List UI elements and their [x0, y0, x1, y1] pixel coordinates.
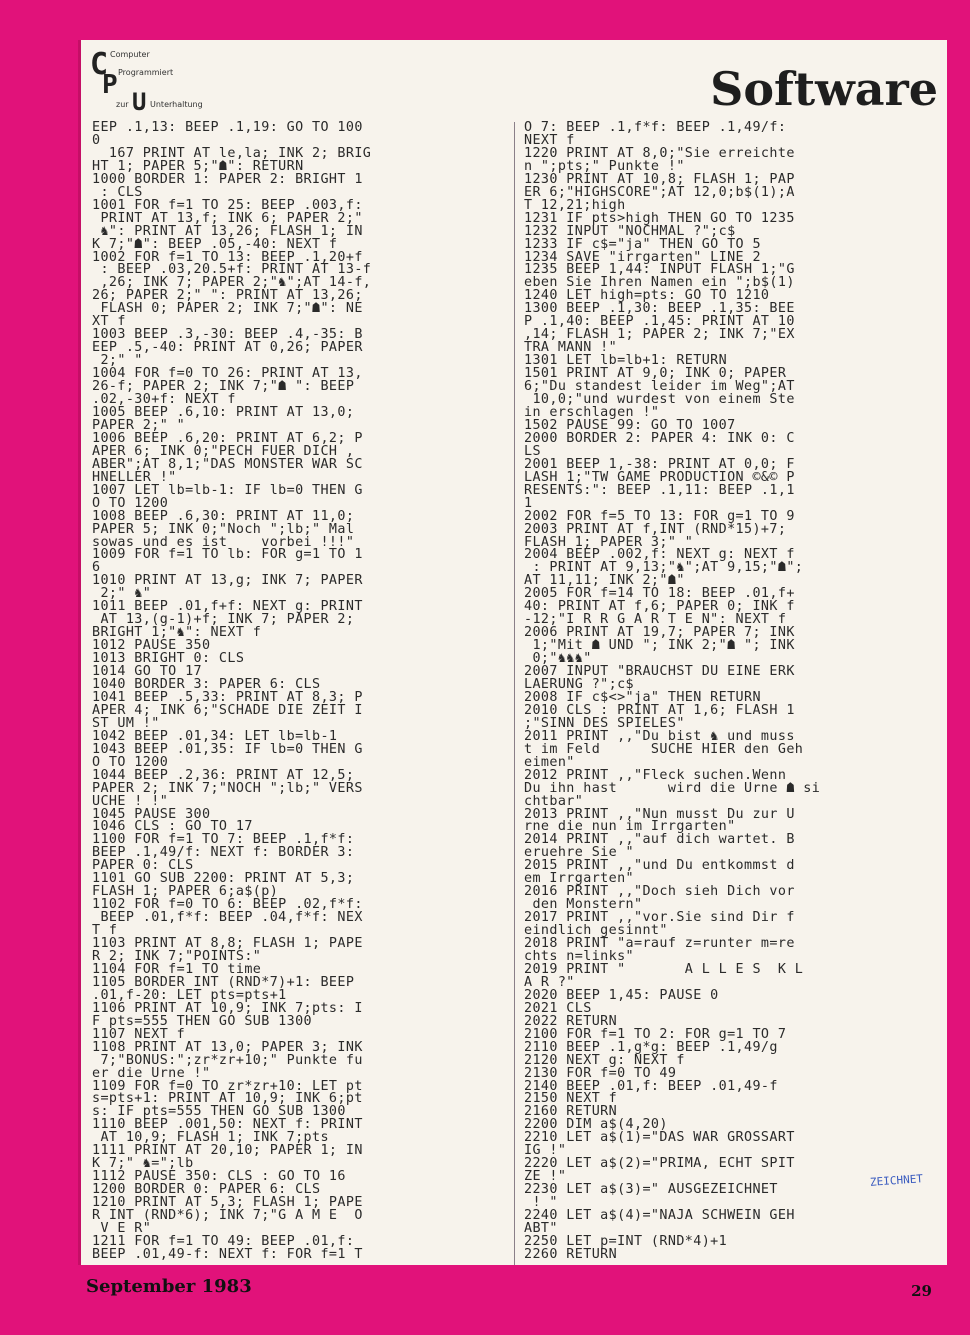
logo-letter-u: U [132, 88, 147, 116]
basic-listing-left-column: EEP .1,13: BEEP .1,19: GO TO 100 0 167 PRINT AT le,la; INK 2; BRIG HT 1; PAPER 5;"☗": RETURN 1000 BORDER 1: PAPER 2: BRIGHT 1 : CLS 1001 FOR f=1 TO 25: BEEP .003,f: PRINT AT 13,f; INK 6; PAPER 2;" ♞": PRINT AT 13,26; FLASH 1; IN K 7;"☗": BEEP .05,-40: NEXT f 1002 FOR f=1 TO 13: BEEP .1,20+f : BEEP .03,20.5+f: PRINT AT 13-f ,26; INK 7; PAPER 2;"♞";AT 14-f, 26; PAPER 2;" ": PRINT AT 13,26; FLASH 0; PAPER 2; INK 7;"☗": NE XT f 1003 BEEP .3,-30: BEEP .4,-35: B EEP .5,-40: PRINT AT 0,26; PAPER 2;" " 1004 FOR f=0 TO 26: PRINT AT 13, 26-f; PAPER 2; INK 7;"☗ ": BEEP .02,-30+f: NEXT f 1005 BEEP .6,10: PRINT AT 13,0; PAPER 2;" " 1006 BEEP .6,20: PRINT AT 6,2; P APER 6; INK 0;"PECH FUER DICH , ABER";AT 8,1;"DAS MONSTER WAR SC HNELLER !" 1007 LET lb=lb-1: IF lb=0 THEN G O TO 1200 1008 BEEP .6,30: PRINT AT 11,0; PAPER 5; INK 0;"Noch ";lb;" Mal sowas und es ist vorbei !!!" 1009 FOR f=1 TO lb: FOR g=1 TO 1 6 1010 PRINT AT 13,g; INK 7; PAPER 2;" ♞" 1011 BEEP .01,f+f: NEXT g: PRINT AT 13,(g-1)+f; INK 7; PAPER 2; BRIGHT 1;"♞": NEXT f 1012 PAUSE 350 1013 BRIGHT 0: CLS 1014 GO TO 17 1040 BORDER 3: PAPER 6: CLS 1041 BEEP .5,33: PRINT AT 8,3; P APER 4; INK 6;"SCHADE DIE ZEIT I ST UM !" 1042 BEEP .01,34: LET lb=lb-1 1043 BEEP .01,35: IF lb=0 THEN G O TO 1200 1044 BEEP .2,36: PRINT AT 12,5; PAPER 2; INK 7;"NOCH ";lb;" VERS UCHE ! !" 1045 PAUSE 300 1046 CLS : GO TO 17 1100 FOR f=1 TO 7: BEEP .1,f*f: BEEP .1,49/f: NEXT f: BORDER 3: PAPER 0: CLS 1101 GO SUB 2200: PRINT AT 5,3; FLASH 1; PAPER 6;a$(p) 1102 FOR f=0 TO 6: BEEP .02,f*f: BEEP .01,f*f: BEEP .04,f*f: NEX T f 1103 PRINT AT 8,8; FLASH 1; PAPE R 2; INK 7;"POINTS:" 1104 FOR f=1 TO time 1105 BORDER INT (RND*7)+1: BEEP .01,f-20: LET pts=pts+1 1106 PRINT AT 10,9; INK 7;pts: I F pts=555 THEN GO SUB 1300 1107 NEXT f 1108 PRINT AT 13,0; PAPER 3; INK 7;"BONUS:";zr*zr+10;" Punkte fu er die Urne !" 1109 FOR f=0 TO zr*zr+10: LET pt s=pts+1: PRINT AT 10,9; INK 6;pt s: IF pts=555 THEN GO SUB 1300 1110 BEEP .001,50: NEXT f: PRINT AT 10,9; FLASH 1; INK 7;pts 1111 PRINT AT 20,10; PAPER 1; IN K 7;" ♞=";lb 1112 PAUSE 350: CLS : GO TO 16 1200 BORDER 0: PAPER 6: CLS 1210 PRINT AT 5,3; FLASH 1; PAPE R INT (RND*6); INK 7;"G A M E O V E R" 1211 FOR f=1 TO 49: BEEP .01,f: BEEP .01,49-f: NEXT f: FOR f=1 T [92, 120, 372, 1262]
page-number: 29 [911, 1282, 932, 1300]
logo-word-zur: zur [116, 100, 129, 109]
logo-word-unterhaltung: Unterhaltung [150, 100, 203, 109]
column-divider [514, 122, 515, 1267]
handwritten-annotation: ZEICHNET [869, 1172, 924, 1189]
logo-word-programmiert: Programmiert [118, 68, 174, 77]
section-title: Software [710, 62, 938, 116]
cpu-logo [88, 44, 218, 118]
logo-word-computer: Computer [110, 50, 150, 59]
logo-letter-p: P [102, 70, 118, 100]
basic-listing-right-column: O 7: BEEP .1,f*f: BEEP .1,49/f: NEXT f 1220 PRINT AT 8,0;"Sie erreichte n ";pts;" Punkte !" 1230 PRINT AT 10,8; FLASH 1; PAP ER 6;"HIGHSCORE";AT 12,0;b$(1);A T 12,21;high 1231 IF pts>high THEN GO TO 1235 1232 INPUT "NOCHMAL ?";c$ 1233 IF c$="ja" THEN GO TO 5 1234 SAVE "irrgarten" LINE 2 1235 BEEP 1,44: INPUT FLASH 1;"G eben Sie Ihren Namen ein ";b$(1) 1240 LET high=pts: GO TO 1210 1300 BEEP .1,30: BEEP .1,35: BEE P .1,40: BEEP .1,45: PRINT AT 10 ,14; FLASH 1; PAPER 2; INK 7;"EX TRA MANN !" 1301 LET lb=lb+1: RETURN 1501 PRINT AT 9,0; INK 0; PAPER 6;"Du standest leider im Weg";AT 10,0;"und wurdest von einem Ste in erschlagen !" 1502 PAUSE 99: GO TO 1007 2000 BORDER 2: PAPER 4: INK 0: C LS 2001 BEEP 1,-38: PRINT AT 0,0; F LASH 1;"TW GAME PRODUCTION ©&© P RESENTS:": BEEP .1,11: BEEP .1,1 1 2002 FOR f=5 TO 13: FOR g=1 TO 9 2003 PRINT AT f,INT (RND*15)+7; FLASH 1; PAPER 3;" " 2004 BEEP .002,f: NEXT g: NEXT f : PRINT AT 9,13;"♞";AT 9,15;"☗"; AT 11,11; INK 2;"☗" 2005 FOR f=14 TO 18: BEEP .01,f+ 40: PRINT AT f,6; PAPER 0; INK f -12;"I R R G A R T E N": NEXT f 2006 PRINT AT 19,7; PAPER 7; INK 1;"Mit ☗ UND "; INK 2;"☗ "; INK 0;"♞♞♞" 2007 INPUT "BRAUCHST DU EINE ERK LAERUNG ?";c$ 2008 IF c$<>"ja" THEN RETURN 2010 CLS : PRINT AT 1,6; FLASH 1 ;"SINN DES SPIELES" 2011 PRINT ,,"Du bist ♞ und muss t im Feld SUCHE HIER den Geh eimen" 2012 PRINT ,,"Fleck suchen.Wenn Du ihn hast wird die Urne ☗ si chtbar" 2013 PRINT ,,"Nun musst Du zur U rne die nun im Irrgarten" 2014 PRINT ,,"auf dich wartet. B eruehre Sie " 2015 PRINT ,,"und Du entkommst d em Irrgarten" 2016 PRINT ,,"Doch sieh Dich vor den Monstern" 2017 PRINT ,,"vor.Sie sind Dir f eindlich gesinnt" 2018 PRINT "a=rauf z=runter m=re chts n=links" 2019 PRINT " A L L E S K L A R ?" 2020 BEEP 1,45: PAUSE 0 2021 CLS 2022 RETURN 2100 FOR f=1 TO 2: FOR g=1 TO 7 2110 BEEP .1,g*g: BEEP .1,49/g 2120 NEXT g: NEXT f 2130 FOR f=0 TO 49 2140 BEEP .01,f: BEEP .01,49-f 2150 NEXT f 2160 RETURN 2200 DIM a$(4,20) 2210 LET a$(1)="DAS WAR GROSSART IG !" 2220 LET a$(2)="PRIMA, ECHT SPIT ZE !" 2230 LET a$(3)=" AUSGEZEICHNET ! " 2240 LET a$(4)="NAJA SCHWEIN GEH ABT" 2250 LET p=INT (RND*4)+1 2260 RETURN [524, 120, 821, 1262]
issue-date: September 1983 [86, 1276, 252, 1297]
logo-letter-c: C [90, 47, 109, 82]
